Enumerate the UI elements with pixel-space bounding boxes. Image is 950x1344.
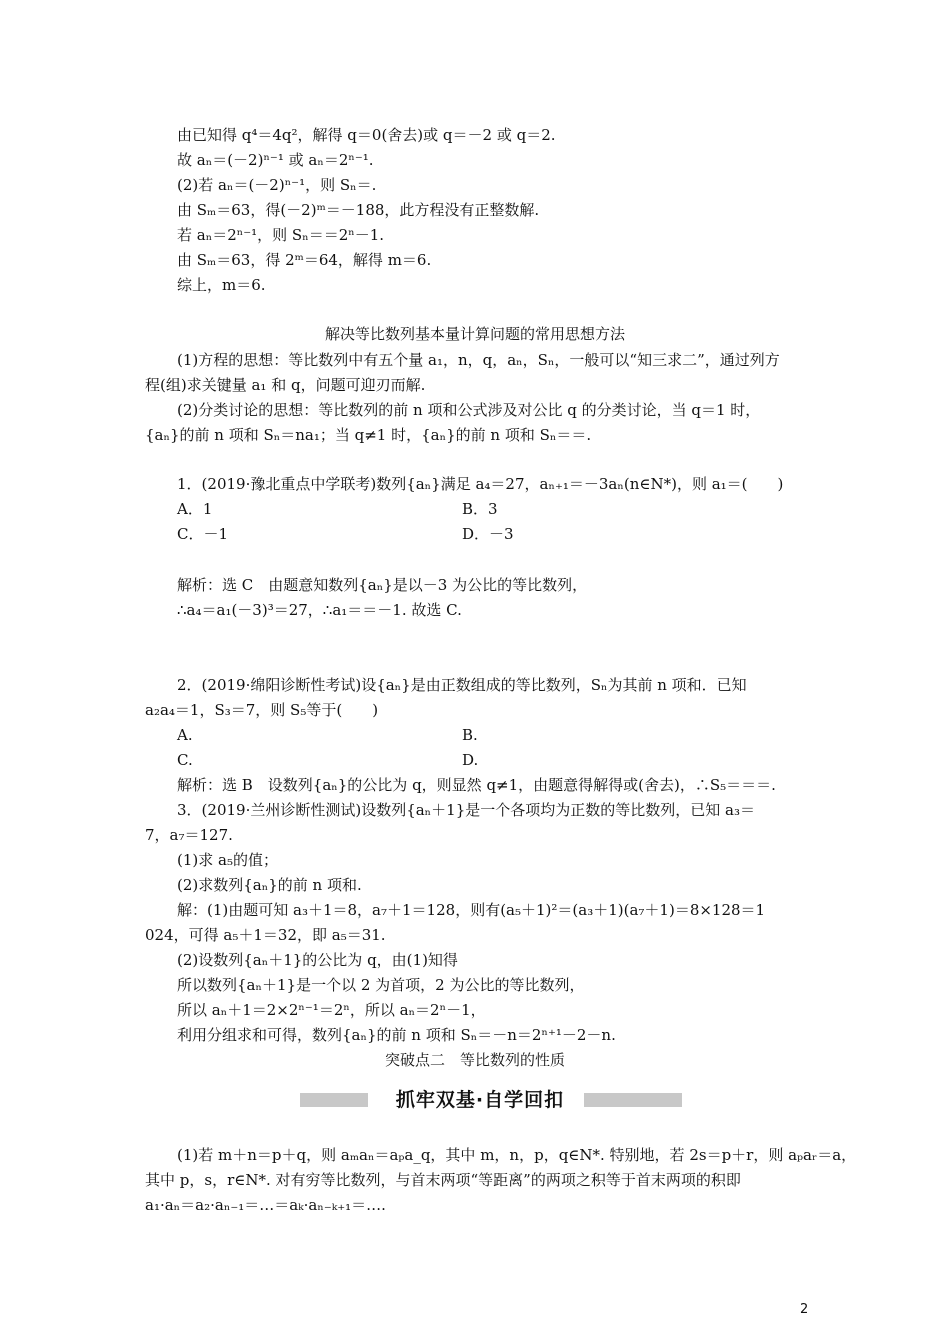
text-line: a₁·aₙ＝a₂·aₙ₋₁＝…＝aₖ·aₙ₋ₖ₊₁＝….	[145, 1196, 386, 1214]
question-stem: 7，a₇＝127.	[145, 826, 233, 844]
option-a: A．1	[177, 500, 213, 518]
banner-bar-left	[300, 1093, 368, 1107]
text-line: 若 aₙ＝2ⁿ⁻¹，则 Sₙ＝＝2ⁿ－1.	[177, 226, 385, 244]
banner-text: 抓牢双基·自学回扣	[395, 1089, 565, 1111]
solution-line: 解：(1)由题可知 a₃＋1＝8，a₇＋1＝128，则有(a₅＋1)²＝(a₃＋1)(a₇＋1)＝8×128＝1	[177, 901, 766, 919]
solution-line: 解析：选 B 设数列{aₙ}的公比为 q，则显然 q≠1，由题意得解得或(舍去)，∴S₅＝＝＝.	[177, 776, 776, 794]
text-line: (2)分类讨论的思想：等比数列的前 n 项和公式涉及对公比 q 的分类讨论，当 q＝1 时，	[177, 401, 761, 419]
option-b: B.	[462, 726, 478, 744]
text-line: 其中 p，s，r∈N*. 对有穷等比数列，与首末两项“等距离”的两项之积等于首末两项的积即	[145, 1171, 741, 1189]
text-line: {aₙ}的前 n 项和 Sₙ＝na₁；当 q≠1 时，{aₙ}的前 n 项和 Sₙ＝＝.	[145, 426, 592, 444]
question-stem: 1．(2019·豫北重点中学联考)数列{aₙ}满足 a₄＝27，aₙ₊₁＝－3aₙ(n∈N*)，则 a₁＝( )	[177, 475, 784, 493]
section-banner	[300, 1086, 682, 1114]
text-line: 故 aₙ＝(－2)ⁿ⁻¹ 或 aₙ＝2ⁿ⁻¹.	[177, 151, 374, 169]
option-c: C.	[177, 751, 193, 769]
option-a: A.	[177, 726, 193, 744]
solution-line: 所以数列{aₙ＋1}是一个以 2 为首项，2 为公比的等比数列，	[177, 976, 585, 994]
text-line: (1)若 m＋n＝p＋q，则 aₘaₙ＝aₚa_q，其中 m，n，p，q∈N*. 特别地，若 2s＝p＋r，则 aₚaᵣ＝a，	[177, 1146, 857, 1164]
question-item: (2)求数列{aₙ}的前 n 项和.	[177, 876, 362, 894]
text-line: (2)若 aₙ＝(－2)ⁿ⁻¹，则 Sₙ＝.	[177, 176, 377, 194]
option-b: B．3	[462, 500, 498, 518]
question-stem: 3．(2019·兰州诊断性测试)设数列{aₙ＋1}是一个各项均为正数的等比数列，已知 a₃＝	[177, 801, 755, 819]
solution-line: ∴a₄＝a₁(－3)³＝27，∴a₁＝＝－1. 故选 C.	[177, 601, 462, 619]
text-line: 程(组)求关键量 a₁ 和 q，问题可迎刃而解.	[145, 376, 426, 394]
question-stem: a₂a₄＝1，S₃＝7，则 S₅等于( )	[145, 701, 379, 719]
method-title: 解决等比数列基本量计算问题的常用思想方法	[324, 325, 625, 343]
solution-line: 利用分组求和可得，数列{aₙ}的前 n 项和 Sₙ＝－n＝2ⁿ⁺¹－2－n.	[177, 1026, 616, 1044]
option-c: C．－1	[177, 525, 229, 543]
option-d: D.	[462, 751, 479, 769]
solution-line: 解析：选 C 由题意知数列{aₙ}是以－3 为公比的等比数列，	[177, 576, 588, 594]
text-line: 综上，m＝6.	[177, 276, 266, 294]
banner-bar-right	[584, 1093, 682, 1107]
text-line: (1)方程的思想：等比数列中有五个量 a₁，n，q，aₙ，Sₙ，一般可以“知三求二”，通过列方	[177, 351, 780, 369]
page-number: 2	[800, 1302, 809, 1317]
section-title: 突破点二 等比数列的性质	[384, 1051, 565, 1069]
option-d: D．－3	[462, 525, 514, 543]
solution-line: 所以 aₙ＋1＝2×2ⁿ⁻¹＝2ⁿ，所以 aₙ＝2ⁿ－1，	[177, 1001, 486, 1019]
question-item: (1)求 a₅的值；	[177, 851, 278, 869]
solution-line: 024，可得 a₅＋1＝32，即 a₅＝31.	[145, 926, 386, 944]
text-line: 由 Sₘ＝63，得(－2)ᵐ＝－188，此方程没有正整数解.	[177, 201, 540, 219]
text-line: 由 Sₘ＝63，得 2ᵐ＝64，解得 m＝6.	[177, 251, 432, 269]
text-line: 由已知得 q⁴＝4q²，解得 q＝0(舍去)或 q＝－2 或 q＝2.	[177, 126, 556, 144]
question-stem: 2．(2019·绵阳诊断性考试)设{aₙ}是由正数组成的等比数列，Sₙ为其前 n 项和．已知	[177, 676, 747, 694]
solution-line: (2)设数列{aₙ＋1}的公比为 q，由(1)知得	[177, 951, 458, 969]
